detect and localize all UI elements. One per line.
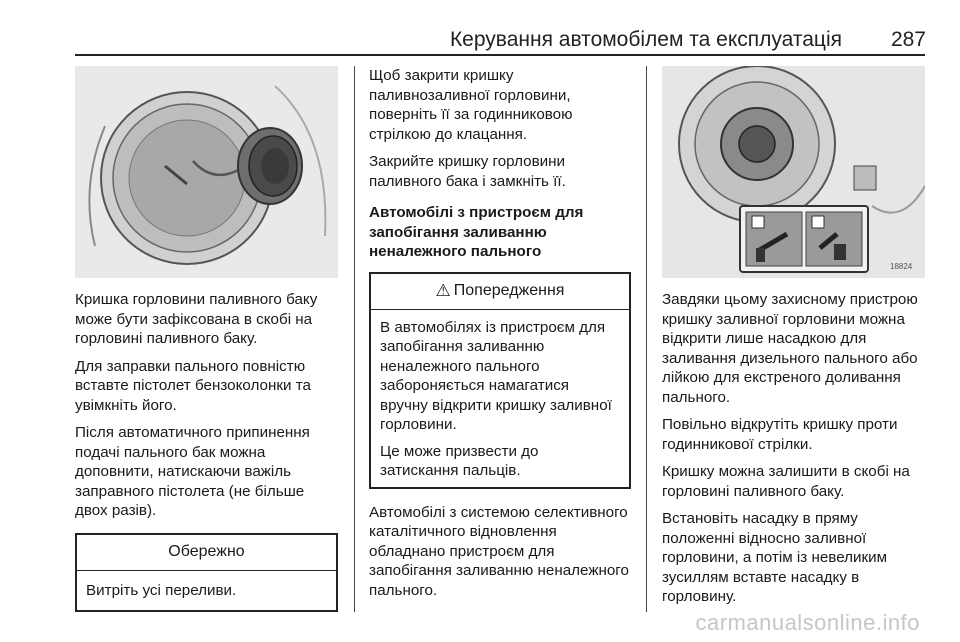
misfuel-device-illustration: [662, 66, 925, 278]
figure-code: 18824: [890, 262, 913, 271]
paragraph: Повільно відкрутіть кришку проти годинникової стрілки.: [662, 416, 898, 453]
warning-box: [369, 272, 631, 489]
warning-text: Це може призвести до затискання пальців.: [380, 442, 539, 479]
warning-text: В автомобілях із пристроєм для запобігання заливанню неналежного пального забороняється намагатися вручну відкрити кришку заливної горловини.: [380, 318, 612, 433]
paragraph: Кришку можна залишити в скобі на горловині паливного баку.: [662, 463, 910, 500]
section-heading: Автомобілі з пристроєм для запобігання заливанню неналежного пального: [369, 204, 584, 260]
left-column: [75, 290, 338, 612]
column-divider-1: [354, 66, 355, 612]
fuel-cap-illustration: [75, 66, 338, 278]
caution-box: [75, 533, 338, 613]
watermark: carmanualsonline.info: [695, 610, 920, 635]
misfuel-device-figure: [662, 66, 925, 278]
warning-body: [371, 310, 629, 487]
paragraph: Автомобілі з системою селективного каталітичного відновлення обладнано пристроєм для запобігання заливанню неналежного пального.: [369, 503, 629, 599]
paragraph: Встановіть насадку в пряму положенні відносно заливної горловини, а потім із невеликим зусиллям вставте насадку в горловину.: [662, 510, 888, 605]
paragraph: Завдяки цьому захисному пристрою кришку заливної горловини можна відкрити лише насадкою для заливання дизельного пального або лійкою для екстреного доливання пального.: [662, 291, 918, 406]
page-header: [0, 0, 960, 56]
caution-text: Витріть усі переливи.: [86, 581, 237, 599]
caution-body: [77, 571, 336, 611]
column-divider-2: [646, 66, 647, 612]
header-rule: [75, 54, 925, 56]
warning-header: [371, 274, 629, 310]
header-title: Керування автомобілем та експлуатація: [449, 28, 842, 51]
paragraph: Для заправки пального повністю вставте пістолет бензоколонки та увімкніть його.: [75, 357, 311, 414]
warning-title: Попередження: [453, 282, 565, 300]
page-number: 287: [890, 28, 926, 51]
paragraph: Щоб закрити кришку паливнозаливної горловини, поверніть її за годинниковою стрілкою до клацання.: [369, 67, 573, 143]
paragraph: Кришка горловини паливного баку може бути зафіксована в скобі на горловині паливного баку.: [75, 291, 318, 347]
fuel-cap-figure: [75, 66, 338, 278]
middle-column: [369, 66, 631, 608]
paragraph: Після автоматичного припинення подачі пального бак можна доповнити, натискаючи важіль заправного пістолета (не більше двох разів).: [75, 424, 310, 519]
caution-title: Обережно: [77, 535, 336, 571]
paragraph: Закрийте кришку горловини паливного бака і замкніть її.: [369, 153, 566, 190]
warning-triangle-icon: ⚠: [435, 281, 451, 301]
right-column: [662, 290, 932, 615]
